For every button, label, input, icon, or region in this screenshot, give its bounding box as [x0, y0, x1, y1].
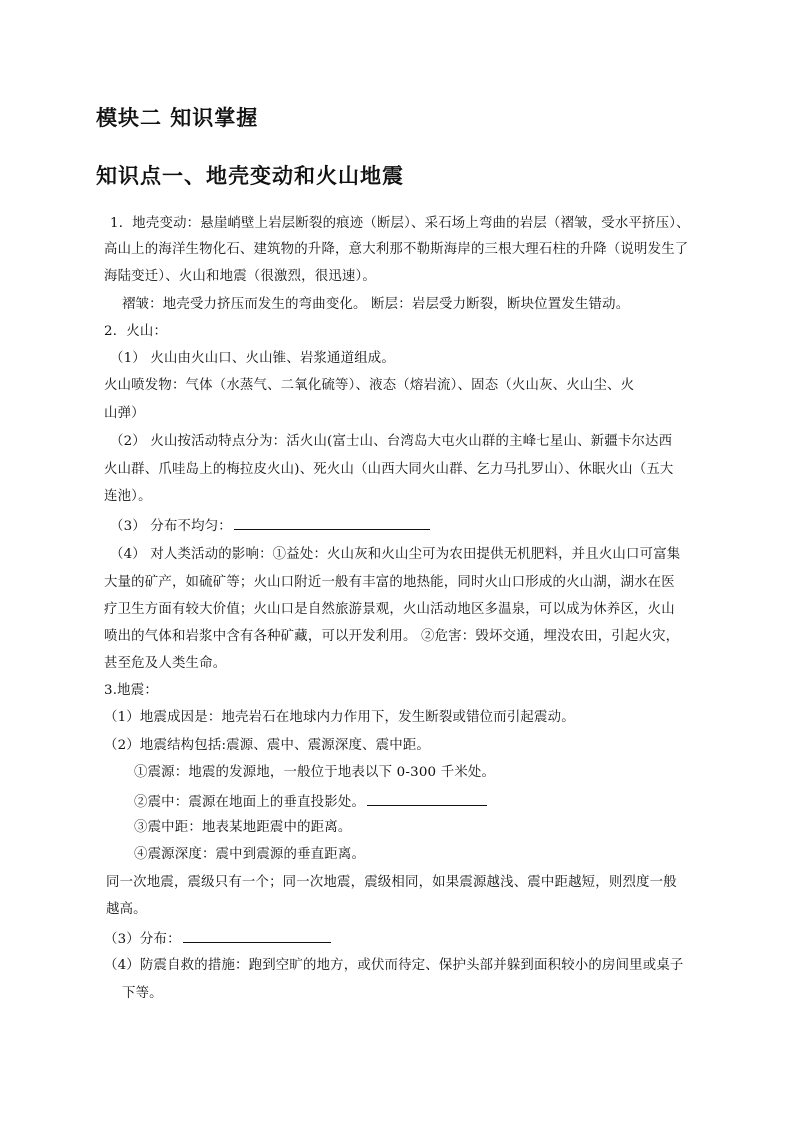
- fill-in-blank[interactable]: [183, 929, 331, 943]
- paragraph-line: （2）地震结构包括:震源、震中、震源深度、震中距。: [104, 738, 431, 753]
- epicenter-label: ②震中：震源在地面上的垂直投影处。: [134, 795, 366, 810]
- paragraph-line: 火山喷发物：气体（水蒸气、二氧化硫等）、液态（熔岩流）、固态（火山灰、火山尘、火: [104, 378, 635, 393]
- paragraph-line: ③震中距：地表某地距震中的距离。: [134, 820, 352, 835]
- module-title: 模块二 知识掌握: [96, 105, 259, 130]
- paragraph-line: （1）地震成因是：地壳岩石在地球内力作用下，发生断裂或错位而引起震动。: [104, 710, 575, 725]
- paragraph-line: （2） 火山按活动特点分为：活火山(富士山、台湾岛大屯火山群的主峰七星山、新疆卡尔达西: [110, 434, 673, 449]
- earthquake-distribution-label: （3）分布：: [104, 932, 181, 947]
- paragraph-line: [134, 792, 487, 812]
- fill-in-blank[interactable]: [234, 516, 430, 530]
- paragraph-line: 1．地壳变动：悬崖峭壁上岩层断裂的痕迹（断层）、采石场上弯曲的岩层（褶皱，受水平挤压）、: [110, 216, 690, 231]
- paragraph-line: ④震源深度：震中到震源的垂直距离。: [134, 847, 366, 862]
- section-title: 知识点一、地壳变动和火山地震: [96, 163, 404, 188]
- paragraph-line: [104, 929, 331, 949]
- paragraph-line: 疗卫生方面有较大价值；火山口是自然旅游景观，火山活动地区多温泉，可以成为休养区，火山: [104, 602, 675, 617]
- paragraph-line: 甚至危及人类生命。: [104, 656, 227, 671]
- paragraph-line: 海陆变迁）、火山和地震（很激烈，很迅速）。: [104, 269, 377, 284]
- paragraph-line: （1） 火山由火山口、火山锥、岩浆通道组成。: [110, 351, 395, 366]
- paragraph-line: 连池）。: [104, 489, 152, 504]
- paragraph-line: 喷出的气体和岩浆中含有各种矿藏，可以开发利用。 ②危害：毁坏交通，埋没农田，引起火灾，: [104, 629, 680, 644]
- paragraph-line: 高山上的海洋生物化石、建筑物的升降，意大利那不勒斯海岸的三根大理石柱的升降（说明发生了: [104, 242, 689, 257]
- paragraph-line: 下等。: [122, 986, 163, 1001]
- paragraph-line: 3.地震：: [104, 683, 158, 698]
- paragraph-line: 2．火山：: [104, 324, 168, 339]
- paragraph-line: 同一次地震，震级只有一个；同一次地震，震级相同，如果震源越浅、震中距越短，则烈度一般: [106, 875, 677, 890]
- paragraph-line: 山弹）: [104, 406, 145, 421]
- fill-in-blank[interactable]: [367, 792, 487, 806]
- paragraph-line: [110, 516, 430, 536]
- distribution-label: （3） 分布不均匀：: [110, 519, 232, 534]
- paragraph-line: ①震源：地震的发源地，一般位于地表以下 0-300 千米处。: [134, 765, 496, 780]
- paragraph-line: （4）防震自救的措施：跑到空旷的地方，或伏而待定、保护头部并躲到面积较小的房间里或桌子: [104, 958, 684, 973]
- paragraph-line: 大量的矿产，如硫矿等；火山口附近一般有丰富的地热能，同时火山口形成的火山湖，湖水在医: [104, 575, 675, 590]
- paragraph-line: 越高。: [106, 902, 147, 917]
- paragraph-line: （4） 对人类活动的影响：①益处：火山灰和火山尘可为农田提供无机肥料，并且火山口可富集: [110, 547, 681, 562]
- paragraph-line: 火山群、爪哇岛上的梅拉皮火山)、死火山（山西大同火山群、乞力马扎罗山）、休眠火山（五大: [104, 462, 674, 477]
- paragraph-line: 褶皱：地壳受力挤压而发生的弯曲变化。 断层：岩层受力断裂，断块位置发生错动。: [122, 297, 630, 312]
